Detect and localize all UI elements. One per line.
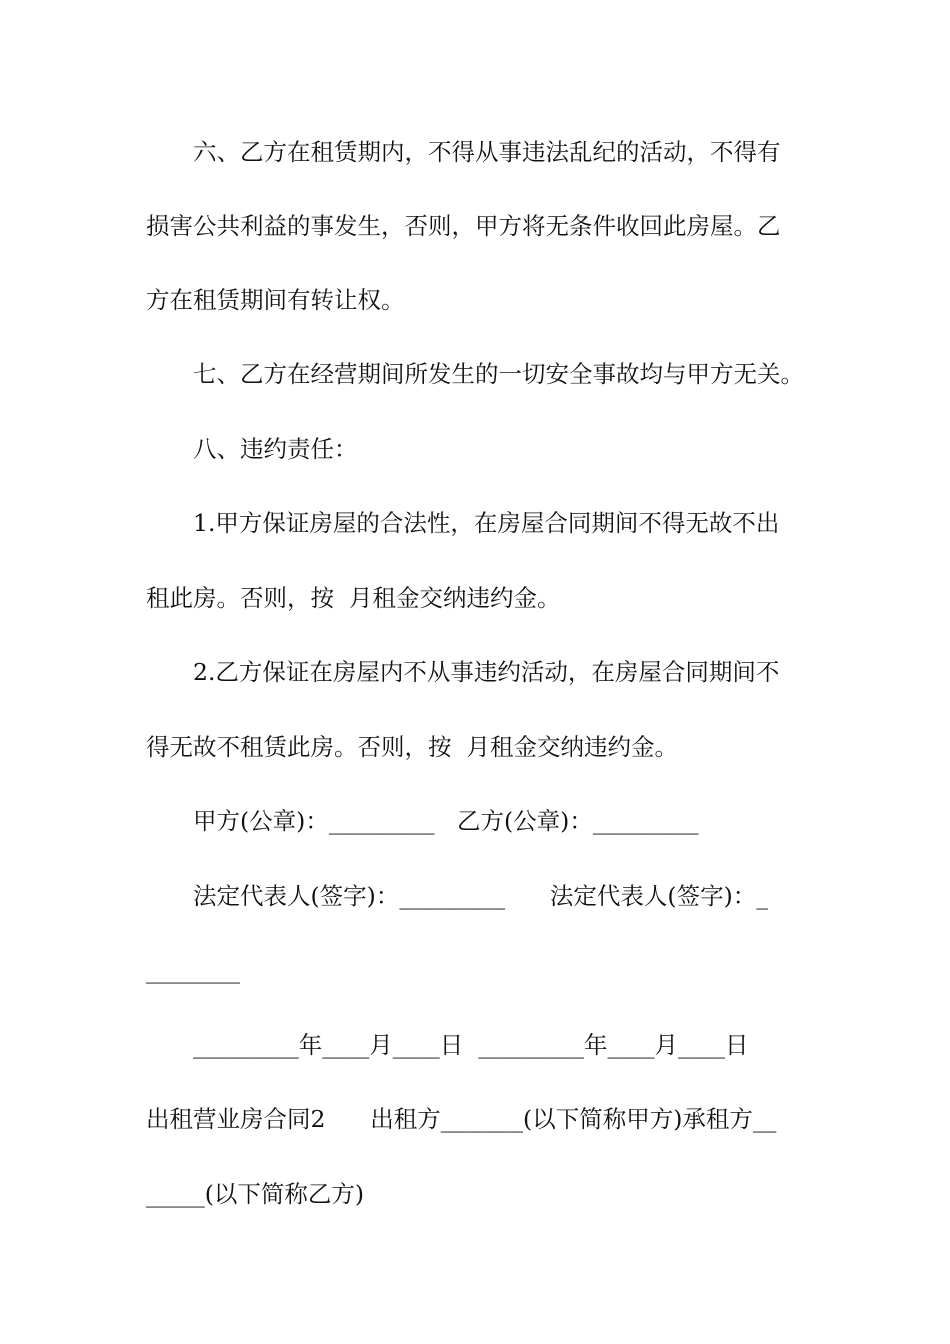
contract-2-heading-line-2: _____(以下简称乙方) <box>146 1180 365 1208</box>
clause-1-line-2: 租此房。否则，按 月租金交纳违约金。 <box>146 584 561 612</box>
paragraph-6-line-2: 损害公共利益的事发生，否则，甲方将无条件收回此房屋。乙 <box>146 212 781 240</box>
date-line: _________年____月____日 _________年____月____日 <box>193 1031 749 1059</box>
clause-2-line-1: 2.乙方保证在房屋内不从事违约活动，在房屋合同期间不 <box>193 658 780 686</box>
section-8-heading: 八、违约责任： <box>193 435 358 463</box>
paragraph-6-line-1: 六、乙方在租赁期内，不得从事违法乱纪的活动，不得有 <box>193 138 781 166</box>
seal-line: 甲方(公章)：_________ 乙方(公章)：_________ <box>193 807 699 835</box>
signature-line-continued: ________ <box>146 956 240 984</box>
paragraph-6-line-3: 方在租赁期间有转让权。 <box>146 286 405 314</box>
clause-1-line-1: 1.甲方保证房屋的合法性，在房屋合同期间不得无故不出 <box>193 509 780 537</box>
contract-2-heading-line-1: 出租营业房合同2 出租方_______(以下简称甲方)承租方__ <box>146 1105 777 1133</box>
clause-2-line-2: 得无故不租赁此房。否则，按 月租金交纳违约金。 <box>146 733 678 761</box>
paragraph-7-line-1: 七、乙方在经营期间所发生的一切安全事故均与甲方无关。 <box>193 360 804 388</box>
signature-line: 法定代表人(签字)：_________ 法定代表人(签字)：_ <box>193 882 768 910</box>
